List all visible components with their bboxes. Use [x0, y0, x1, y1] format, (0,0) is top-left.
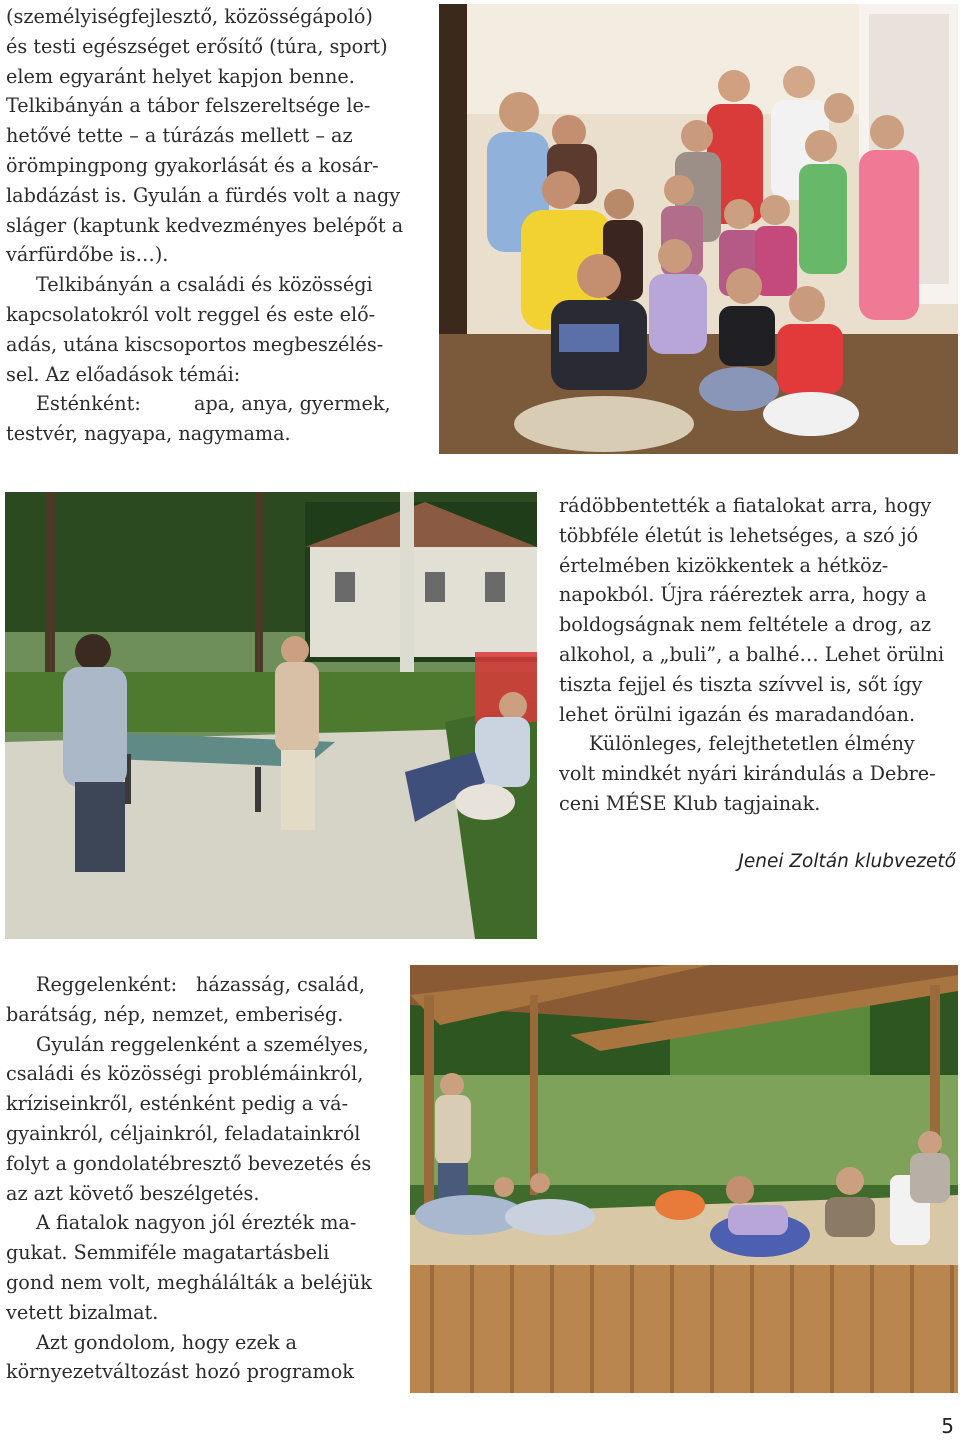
text-line: környezetváltozást hozó programok — [6, 1360, 354, 1384]
text-line: vetett bizalmat. — [6, 1300, 159, 1324]
text-line: napokból. Újra ráéreztek arra, hogy a — [559, 583, 927, 607]
text-line: A fiatalok nagyon jól érezték ma- — [36, 1211, 357, 1235]
topics-morning — [6, 970, 372, 1000]
text-line: alkohol, a „buli”, a balhé… Lehet örülni — [559, 642, 945, 666]
author-signature: Jenei Zoltán klubvezető — [738, 851, 956, 872]
pavilion-photo — [410, 965, 958, 1393]
page-number: 5 — [941, 1414, 954, 1438]
text-line: gyainkról, céljainkról, feladatainkról — [6, 1121, 361, 1145]
text-line: kríziseinkről, esténként pedig a vá- — [6, 1092, 349, 1116]
text-column-top-left — [6, 2, 403, 449]
text-line: sel. Az előadások témái: — [6, 362, 241, 386]
text-line: adás, utána kiscsoportos megbeszélés- — [6, 332, 384, 356]
text-line: volt mindkét nyári kirándulás a Debre- — [559, 762, 936, 786]
text-line: kapcsolatokról volt reggel és este elő- — [6, 302, 376, 326]
text-line: Telkibányán a tábor felszereltsége le- — [6, 94, 371, 118]
text-column-bottom-left — [6, 970, 372, 1387]
topics-morning-value: házasság, család, — [196, 973, 365, 996]
group-photo-indoor — [439, 4, 958, 454]
text-column-middle-right — [559, 491, 944, 819]
ping-pong-photo — [5, 492, 537, 939]
text-line: (személyiségfejlesztő, közösségápoló) — [6, 5, 373, 28]
text-line: értelmében kizökkentek a hétköz- — [559, 553, 889, 577]
text-line: Telkibányán a családi és közösségi — [36, 273, 373, 297]
text-line: várfürdőbe is…). — [6, 243, 169, 267]
text-line: barátság, nép, nemzet, emberiség. — [6, 1002, 344, 1026]
text-line: Különleges, felejthetetlen élmény — [589, 732, 915, 756]
text-line: örömpingpong gyakorlását és a kosár- — [6, 153, 379, 177]
text-line: folyt a gondolatébresztő bevezetés és — [6, 1151, 372, 1175]
topics-evening — [6, 389, 403, 419]
text-line: rádöbbentették a fiatalokat arra, hogy — [559, 494, 932, 517]
text-line: többféle életút is lehetséges, a szó jó — [559, 523, 919, 547]
topics-morning-label: Reggelenként: — [36, 973, 178, 996]
text-line: családi és közösségi problémáinkról, — [6, 1062, 364, 1086]
text-line: az azt követő beszélgetés. — [6, 1181, 260, 1205]
text-line: hetővé tette – a túrázás mellett – az — [6, 124, 353, 148]
text-line: sláger (kaptunk kedvezményes belépőt a — [6, 213, 404, 237]
text-line: boldogságnak nem feltétele a drog, az — [559, 613, 932, 637]
text-line: ceni MÉSE Klub tagjainak. — [559, 791, 821, 815]
text-line: gukat. Semmiféle magatartásbeli — [6, 1241, 330, 1265]
text-line: elem egyaránt helyet kapjon benne. — [6, 64, 355, 88]
text-line: Azt gondolom, hogy ezek a — [36, 1330, 297, 1354]
text-line: lehet örülni igazán és maradandóan. — [559, 702, 916, 726]
topics-evening-value: apa, anya, gyermek, — [194, 392, 391, 416]
text-line: és testi egészséget erősítő (túra, sport) — [6, 34, 388, 58]
text-line: Gyulán reggelenként a személyes, — [36, 1032, 369, 1056]
text-line: gond nem volt, meghálálták a beléjük — [6, 1270, 372, 1294]
text-line: testvér, nagyapa, nagymama. — [6, 422, 291, 446]
topics-evening-label: Esténként: — [36, 392, 141, 416]
text-line: tiszta fejjel és tiszta szívvel is, sőt így — [559, 672, 923, 696]
text-line: labdázást is. Gyulán a fürdés volt a nagy — [6, 183, 401, 207]
